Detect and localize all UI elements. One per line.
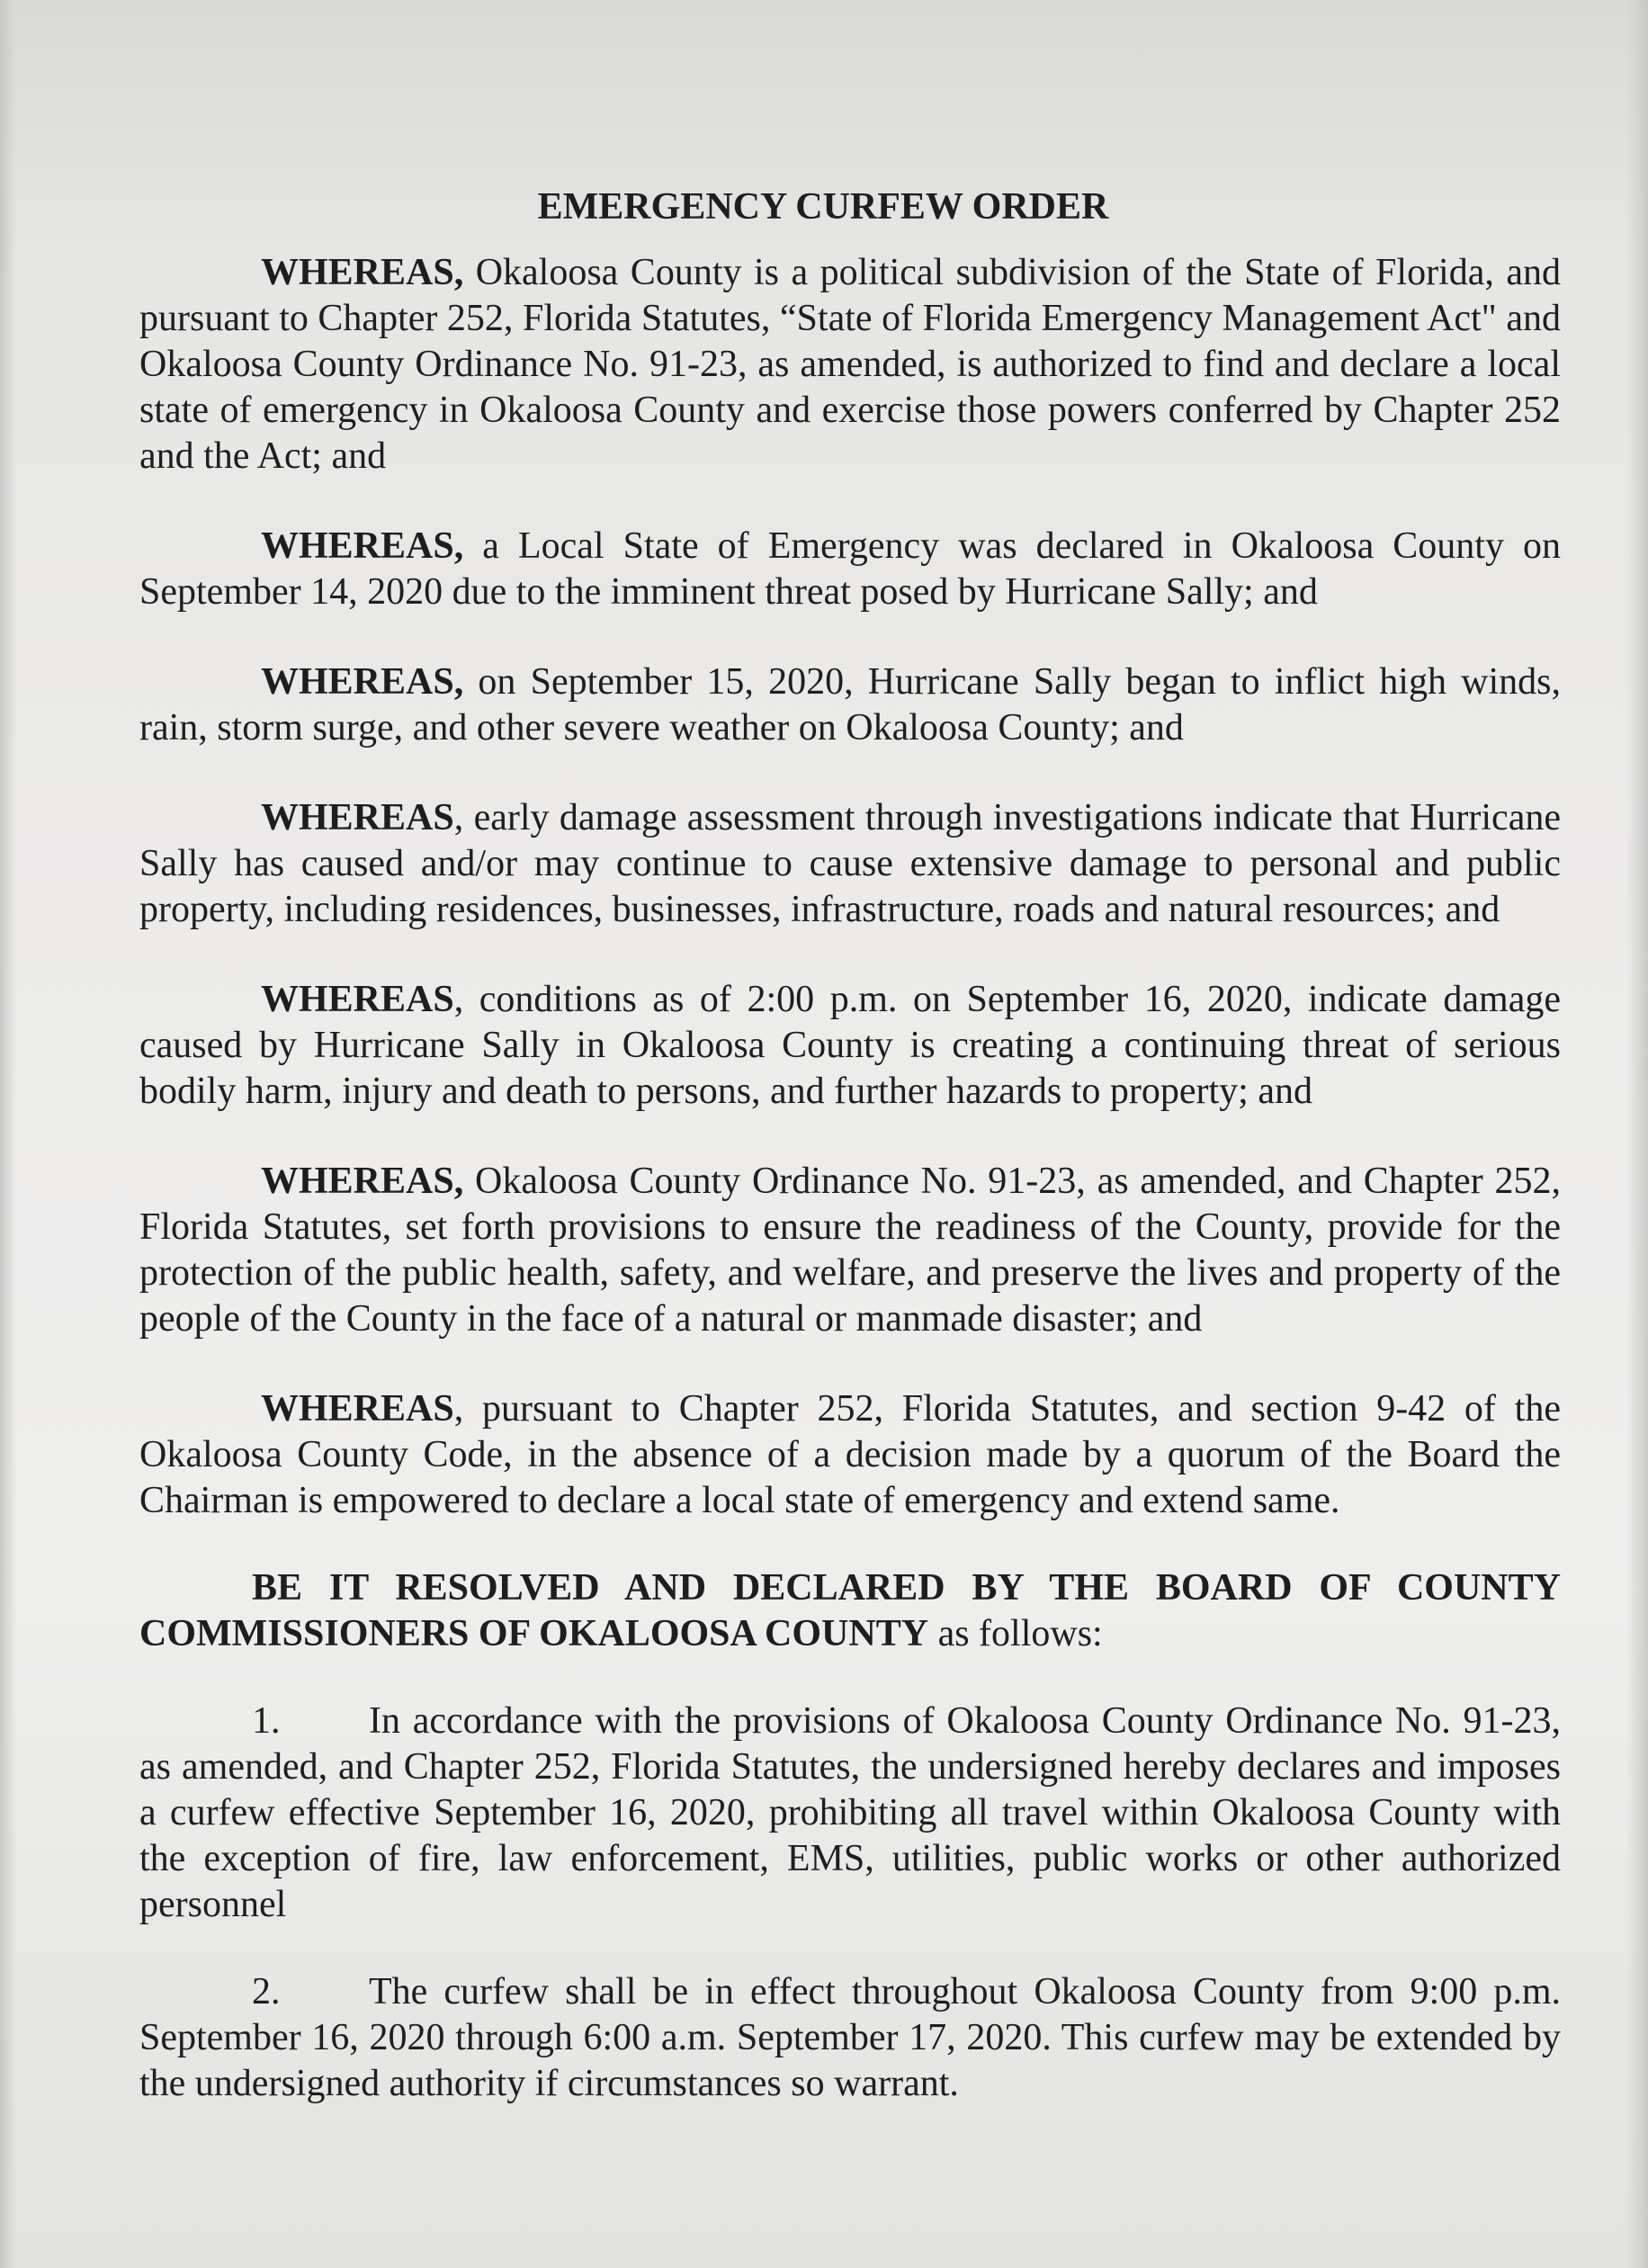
paper-edge-right <box>1626 0 1648 2268</box>
whereas-text: , pursuant to Chapter 252, Florida Statutes, and section 9-42 of the Okaloosa County Code, in the absence of a decision made by a quorum of the Board the Chairman is empowered to declare a local state of emergency and extend same. <box>139 1388 1561 1521</box>
whereas-text: , conditions as of 2:00 p.m. on September 16, 2020, indicate damage caused by Hurricane Sally in Okaloosa County is creating a continuing threat of serious bodily harm, injury and death to persons, and further hazards to property; and <box>139 979 1561 1112</box>
whereas-clause-1 <box>139 250 1561 480</box>
whereas-keyword: WHEREAS <box>261 979 454 1020</box>
resolution-clause <box>139 1565 1561 1657</box>
whereas-keyword: WHEREAS, <box>261 661 464 703</box>
item-number: 2. <box>252 1971 281 2013</box>
whereas-text: on September 15, 2020, Hurricane Sally began to inflict high winds, rain, storm surge, and other severe weather on Okaloosa County; and <box>139 661 1561 749</box>
item-text: In accordance with the provisions of Okaloosa County Ordinance No. 91-23, as amended, and Chapter 252, Florida Statutes, the undersigned hereby declares and imposes a curfew effective September 16, 2020, prohibiting all travel within Okaloosa County with the exception of fire, law enforcement, EMS, utilities, public works or other authorized personnel <box>139 1700 1561 1925</box>
item-number: 1. <box>252 1700 281 1742</box>
whereas-clause-6 <box>139 1159 1561 1342</box>
order-item-1 <box>139 1699 1561 1928</box>
whereas-keyword: WHEREAS, <box>261 252 464 293</box>
whereas-keyword: WHEREAS, <box>261 525 464 567</box>
resolution-bold-text: BE IT RESOLVED AND DECLARED BY THE BOARD OF COUNTY COMMISSIONERS OF OKALOOSA COUNTY <box>139 1567 1561 1654</box>
whereas-keyword: WHEREAS <box>261 1388 454 1430</box>
whereas-clause-2 <box>139 524 1561 615</box>
document-body <box>139 184 1561 2148</box>
whereas-keyword: WHEREAS, <box>261 1161 464 1202</box>
whereas-clause-7 <box>139 1386 1561 1524</box>
whereas-text: , early damage assessment through investigations indicate that Hurricane Sally has caused and/or may continue to cause extensive damage to personal and public property, including residences, businesses, infrastructure, roads and natural resources; and <box>139 797 1561 930</box>
resolution-rest-text: as follows: <box>928 1613 1103 1654</box>
whereas-keyword: WHEREAS <box>261 797 454 838</box>
item-text: The curfew shall be in effect throughout Okaloosa County from 9:00 p.m. September 16, 2020 through 6:00 a.m. September 17, 2020. This curfew may be extended by the undersigned authority if circumstances so warrant. <box>139 1971 1561 2104</box>
whereas-text: Okaloosa County Ordinance No. 91-23, as amended, and Chapter 252, Florida Statutes, set forth provisions to ensure the readiness of the County, provide for the protection of the public health, safety, and welfare, and preserve the lives and property of the people of the County in the face of a natural or manmade disaster; and <box>139 1161 1561 1340</box>
order-item-2 <box>139 1969 1561 2107</box>
whereas-clause-5 <box>139 977 1561 1115</box>
whereas-clause-3 <box>139 659 1561 751</box>
whereas-clause-4 <box>139 795 1561 933</box>
whereas-text: a Local State of Emergency was declared in Okaloosa County on September 14, 2020 due to the imminent threat posed by Hurricane Sally; and <box>139 525 1561 613</box>
whereas-text: Okaloosa County is a political subdivision of the State of Florida, and pursuant to Chapter 252, Florida Statutes, “State of Florida Emergency Management Act" and Okaloosa County Ordinance No. 91-23, as amended, is authorized to find and declare a local state of emergency in Okaloosa County and exercise those powers conferred by Chapter 252 and the Act; and <box>139 252 1561 477</box>
document-title: EMERGENCY CURFEW ORDER <box>537 186 1109 228</box>
paper-edge-left <box>0 0 16 2268</box>
